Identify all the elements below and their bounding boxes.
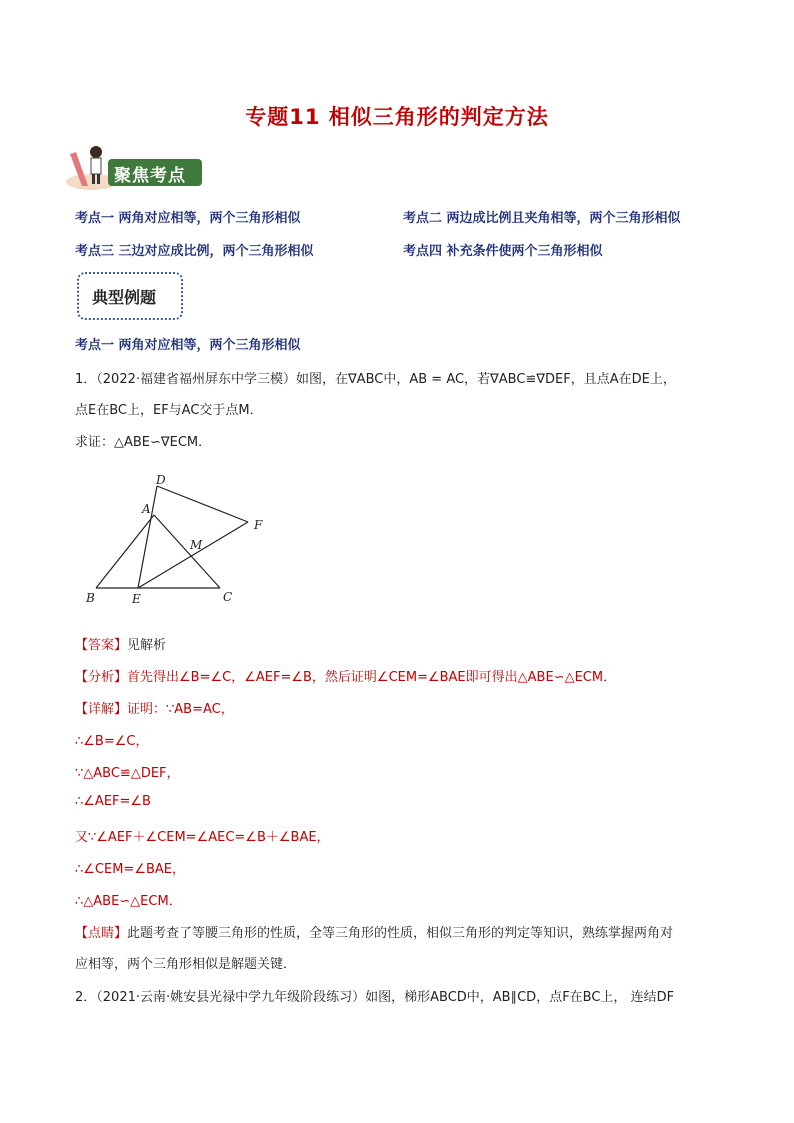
analysis-line: [75, 666, 616, 685]
segment-ac: [154, 515, 220, 588]
segment-ef: [138, 522, 248, 588]
page-title: 专题11 相似三角形的判定方法: [245, 105, 549, 129]
geometry-diagram: [84, 472, 284, 612]
section-heading: 考点一 两角对应相等，两个三角形相似: [75, 338, 301, 353]
comment-line-1: [75, 922, 673, 941]
question-2-line-1: 2．（2021·云南·姚安县光禄中学九年级阶段练习）如图，梯形ABCD中，AB∥CD，点F在BC上， 连结DF: [75, 990, 675, 1005]
point-3: 考点三 三边对应成比例，两个三角形相似: [75, 244, 314, 259]
detail-step-5: ∴∠CEM=∠BAE，: [75, 862, 186, 877]
label-c: C: [223, 590, 233, 604]
point-2: 考点二 两边成比例且夹角相等，两个三角形相似: [403, 211, 681, 226]
point-1: 考点一 两角对应相等，两个三角形相似: [75, 211, 301, 226]
label-e: E: [132, 592, 141, 606]
question-1-line-3: 求证：△ABE∽∇ECM．: [75, 435, 212, 450]
comment-text-1: 此题考查了等腰三角形的性质，全等三角形的性质，相似三角形的判定等知识，熟练掌握两角对: [127, 926, 674, 941]
detail-step-2: ∵△ABC≌△DEF，: [75, 766, 180, 781]
analysis-text: 首先得出∠B=∠C，∠AEF=∠B，然后证明∠CEM=∠BAE即可得出△ABE∽△ECM．: [127, 670, 617, 685]
label-a: A: [142, 502, 151, 516]
point-4: 考点四 补充条件使两个三角形相似: [403, 244, 603, 259]
detail-step-6: ∴△ABE∽△ECM．: [75, 894, 182, 909]
detail-step-3: ∴∠AEF=∠B: [75, 794, 151, 809]
label-b: B: [86, 591, 95, 605]
focus-banner: [62, 142, 207, 192]
detail-step-4: 又∵∠AEF＋∠CEM=∠AEC=∠B＋∠BAE，: [75, 830, 330, 845]
banner-label: 聚焦考点: [114, 166, 186, 186]
answer-text: 见解析: [127, 638, 167, 653]
detail-first: 证明：∵AB=AC，: [127, 702, 234, 717]
answer-tag: 【答案】: [75, 638, 128, 653]
answer-line: [75, 634, 166, 653]
examples-label: 典型例题: [92, 288, 157, 307]
detail-tag: 【详解】: [75, 702, 128, 717]
comment-line-2: 应相等，两个三角形相似是解题关键．: [75, 957, 297, 972]
label-m: M: [190, 538, 203, 552]
label-d: D: [156, 473, 166, 487]
label-f: F: [254, 518, 263, 532]
question-1-line-1: 1．（2022·福建省福州屏东中学三模）如图，在∇ABC中，AB = AC，若∇ABC≌∇DEF，且点A在DE上，: [75, 372, 676, 387]
question-1-line-2: 点E在BC上，EF与AC交于点M．: [75, 403, 263, 418]
comment-tag: 【点睛】: [75, 926, 128, 941]
analysis-tag: 【分析】: [75, 670, 128, 685]
examples-box: [77, 272, 183, 320]
detail-line: [75, 698, 234, 717]
detail-step-1: ∴∠B=∠C，: [75, 734, 149, 749]
segment-df: [157, 486, 248, 522]
